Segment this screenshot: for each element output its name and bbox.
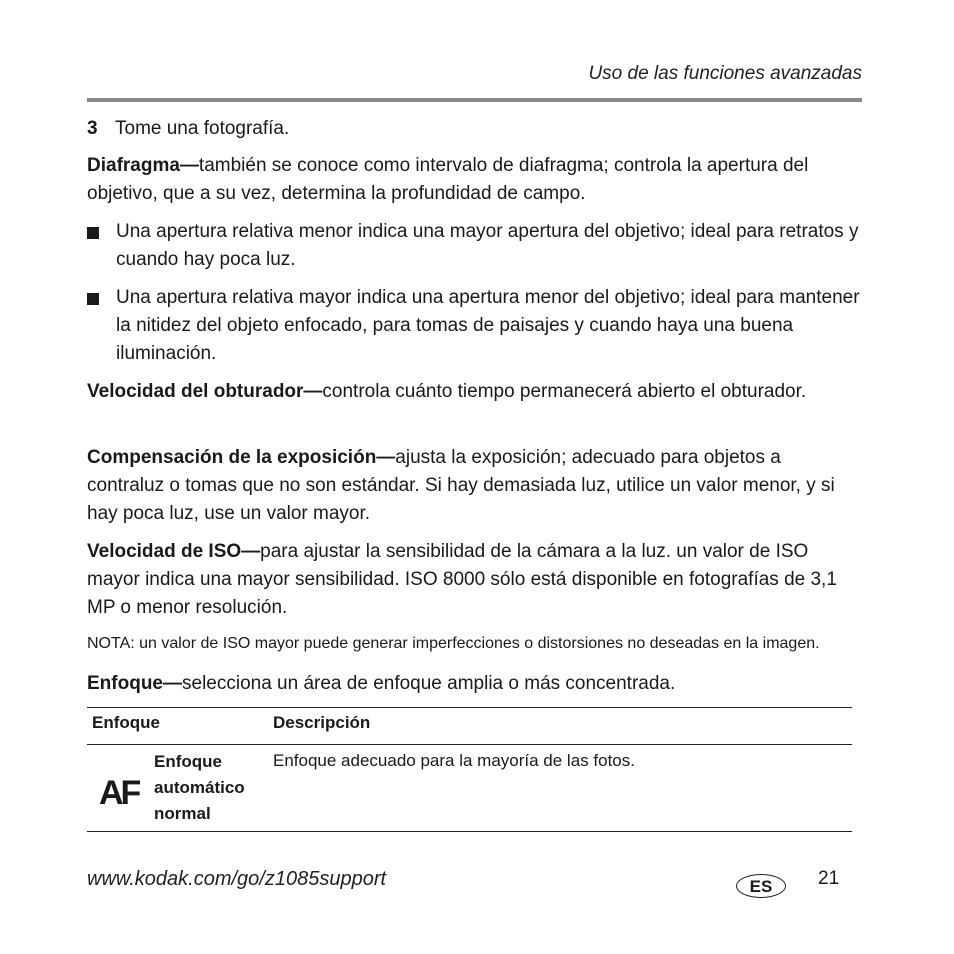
focus-mode-description: Enfoque adecuado para la mayoría de las fotos.: [273, 751, 635, 770]
note-label: NOTA:: [87, 635, 135, 652]
velocidad-obturador-text: controla cuánto tiempo permanecerá abierto el obturador.: [322, 381, 807, 402]
table-top-rule: [87, 707, 852, 708]
column-header-descripcion: Descripción: [273, 713, 371, 732]
bullet-square-icon: [87, 227, 99, 239]
step-text: Tome una fotografía.: [115, 118, 290, 139]
step-number: 3: [87, 118, 98, 139]
focus-mode-name: Enfoque automático normal: [154, 752, 245, 823]
af-icon: AF: [99, 774, 139, 812]
compensacion-term: Compensación de la exposición—: [87, 447, 396, 468]
iso-term: Velocidad de ISO—: [87, 541, 261, 562]
note-text: un valor de ISO mayor puede generar imperfecciones o distorsiones no deseadas en la imagen.: [139, 635, 820, 652]
header-rule: [87, 98, 862, 102]
enfoque-paragraph: [87, 670, 862, 698]
compensacion-text: ajusta la exposición; adecuado para objetos a contraluz o tomas que no son estándar. Si hay demasiada luz, utilice un valor menor, y si hay poca luz, use un valor mayor.: [87, 447, 835, 524]
compensacion-paragraph: [87, 444, 862, 528]
diafragma-text: también se conoce como intervalo de diafragma; controla la apertura del objetivo, que a su vez, determina la profundidad de campo.: [87, 155, 809, 204]
velocidad-obturador-term: Velocidad del obturador—: [87, 381, 323, 402]
enfoque-term: Enfoque—: [87, 673, 182, 694]
velocidad-obturador-paragraph: [87, 378, 862, 406]
language-badge: ES: [736, 874, 786, 898]
enfoque-text: selecciona un área de enfoque amplia o más concentrada.: [182, 673, 676, 694]
step-3: [87, 115, 862, 143]
bullet-text: Una apertura relativa mayor indica una apertura menor del objetivo; ideal para mantener la nitidez del objeto enfocado, para tomas de paisajes y cuando haya una buena iluminación.: [116, 287, 860, 364]
diafragma-paragraph: [87, 152, 862, 208]
page-number: 21: [818, 868, 840, 889]
section-title: Uso de las funciones avanzadas: [588, 63, 862, 84]
bullet-text: Una apertura relativa menor indica una mayor apertura del objetivo; ideal para retratos y cuando hay poca luz.: [116, 221, 859, 270]
bullet-square-icon: [87, 293, 99, 305]
support-url: www.kodak.com/go/z1085support: [87, 868, 387, 890]
iso-paragraph: [87, 538, 862, 622]
table-header-rule: [87, 744, 852, 745]
table-bottom-rule: [87, 831, 852, 832]
diafragma-term: Diafragma—: [87, 155, 199, 176]
column-header-enfoque: Enfoque: [92, 713, 160, 732]
note: [87, 632, 862, 656]
iso-text: para ajustar la sensibilidad de la cámara a la luz. un valor de ISO mayor indica una mayor sensibilidad. ISO 8000 sólo está disponible en fotografías de 3,1 MP o menor resolución.: [87, 541, 837, 618]
